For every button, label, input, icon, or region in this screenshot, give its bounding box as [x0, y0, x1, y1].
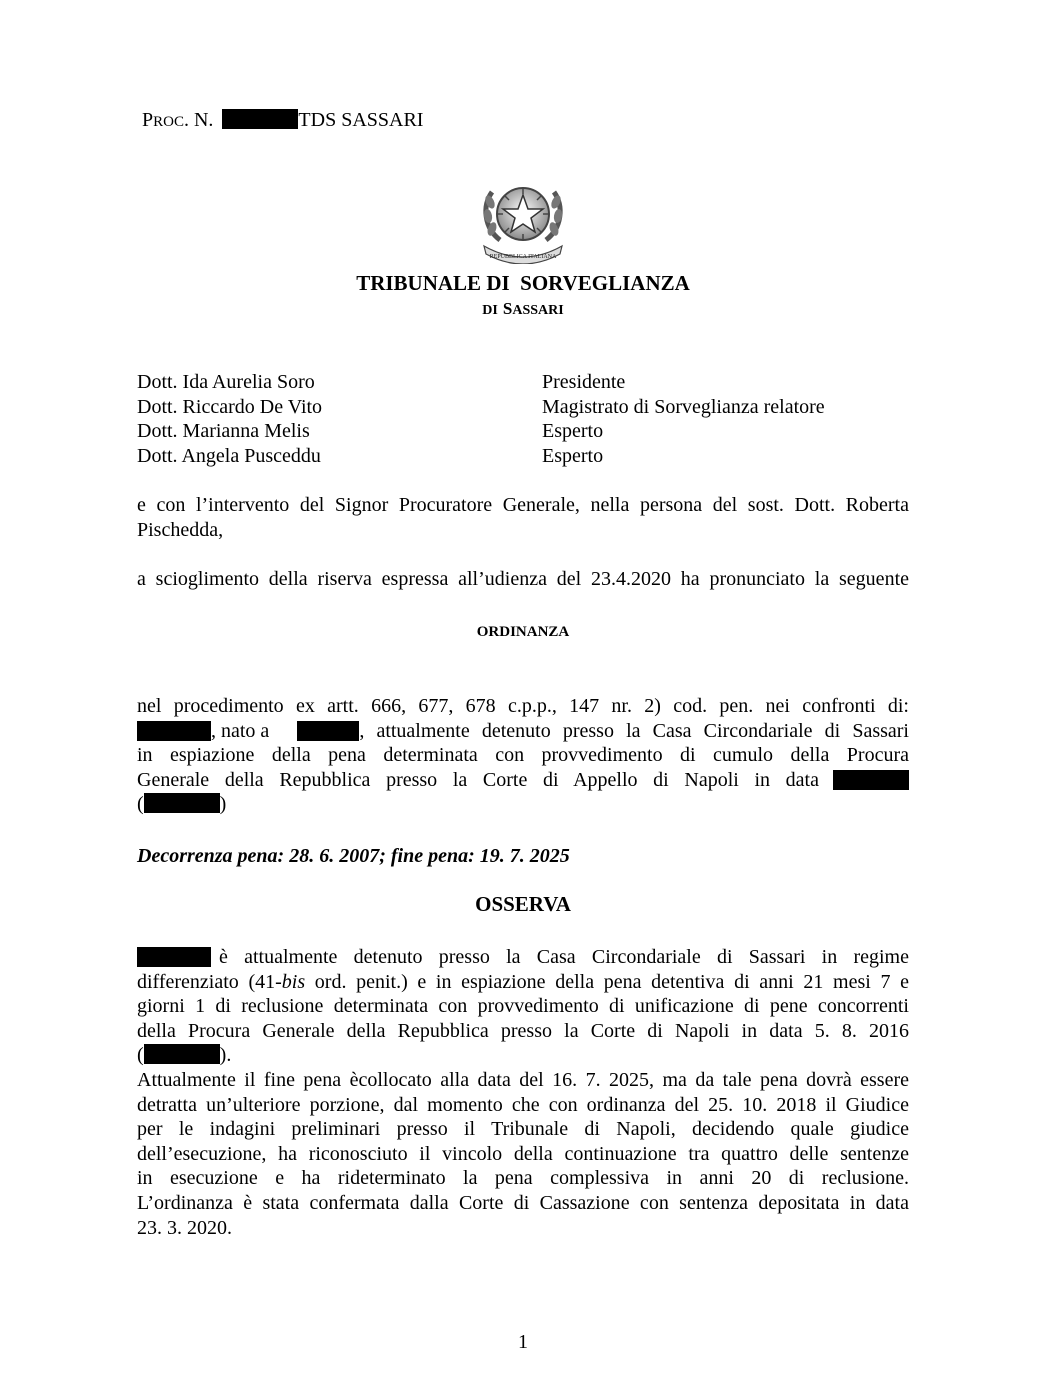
osserva-line: L’ordinanza è stata confermata dalla Corte di Cassazione con sentenza depositata in data: [137, 1191, 909, 1214]
osserva-paragraph: [137, 945, 909, 1240]
proceeding-text: Generale della Repubblica presso la Corte di Appello di Napoli in data: [137, 768, 819, 791]
proc-roc: ROC: [153, 114, 184, 130]
bench-row: [137, 370, 917, 395]
bench-name: Dott. Marianna Melis: [137, 420, 310, 443]
ordinanza-title: ORDINANZA: [476, 624, 570, 640]
redacted-date: [833, 770, 909, 790]
bench-row: [137, 444, 917, 469]
osserva-text: differenziato (41-: [137, 970, 282, 993]
court-title: TRIBUNALE DI SORVEGLIANZA: [356, 271, 690, 295]
proceeding-line: [137, 792, 909, 817]
court-sub-di: DI: [482, 303, 498, 318]
tds-label: TDS SASSARI: [298, 109, 424, 131]
osserva-text: è attualmente detenuto presso la Casa Circondariale di Sassari in regime: [219, 946, 909, 968]
proc-p: P: [142, 109, 154, 131]
bench-row: [137, 395, 917, 420]
osserva-text: ord. penit.) e in espiazione della pena detentiva di anni 21 mesi 7 e: [305, 970, 909, 993]
redacted-reference: [144, 1044, 220, 1064]
redacted-defendant-name: [137, 721, 211, 741]
decorrenza-line: Decorrenza pena: 28. 6. 2007; fine pena: 19. 7. 2025: [137, 845, 570, 867]
osserva-title: OSSERVA: [475, 892, 571, 916]
bench-name: Dott. Riccardo De Vito: [137, 395, 323, 418]
osserva-line: giorni 1 di reclusione determinata con provvedimento di unificazione di pene concorrenti: [137, 995, 909, 1018]
redacted-birthplace: [297, 721, 359, 741]
reserve-line: a scioglimento della riserva espressa all’udienza del 23.4.2020 ha pronunciato la seguente: [137, 568, 909, 590]
redacted-reference: [144, 793, 220, 813]
proceeding-line: in espiazione della pena determinata con provvedimento di cumulo della Procura: [137, 744, 909, 767]
osserva-bis: bis: [281, 970, 306, 993]
proceeding-text: , nato a: [211, 719, 270, 742]
osserva-line: [137, 970, 909, 995]
bench-role: Magistrato di Sorveglianza relatore: [542, 395, 825, 418]
italian-republic-emblem-icon: [478, 180, 568, 264]
proc-n: . N.: [183, 109, 214, 131]
emblem-ribbon-text: REPUBBLICA ITALIANA: [489, 254, 557, 260]
bench-list: [137, 370, 917, 468]
paren-open: (: [137, 1044, 144, 1067]
intervention-line: e con l’intervento del Signor Procuratore Generale, nella persona del sost. Dott. Roberta: [137, 494, 909, 516]
osserva-line: in esecuzione e ha rideterminato la pena complessiva in anni 20 di reclusione.: [137, 1167, 909, 1190]
redacted-defendant-name: [137, 947, 211, 967]
proceeding-line: [137, 719, 909, 744]
osserva-line: Attualmente il fine pena ècollocato alla data del 16. 7. 2025, ma da tale pena dovrà essere: [137, 1068, 909, 1091]
intervention-line: Pischedda,: [137, 518, 224, 541]
osserva-line: dell’esecuzione, ha riconosciuto il vincolo della continuazione tra quattro delle sentenze: [137, 1142, 909, 1165]
osserva-line: 23. 3. 2020.: [137, 1216, 232, 1239]
proceeding-paragraph: [137, 694, 909, 817]
proc-number-line: [142, 108, 423, 135]
osserva-line: [137, 945, 909, 970]
court-sub-assari: ASSARI: [512, 303, 564, 318]
court-sub-s: S: [502, 299, 513, 318]
bench-role: Esperto: [542, 420, 604, 443]
paren-open: (: [137, 793, 144, 816]
paren-close: ): [219, 793, 227, 816]
proceeding-line: [137, 768, 909, 793]
page-number: 1: [518, 1331, 528, 1353]
osserva-line: [137, 1043, 909, 1068]
intervention-paragraph: [137, 493, 909, 542]
bench-row: [137, 419, 917, 444]
paren-close: ).: [219, 1044, 232, 1067]
court-subtitle: [300, 296, 746, 324]
bench-name: Dott. Ida Aurelia Soro: [137, 371, 315, 393]
proceeding-text: , attualmente detenuto presso la Casa Circondariale di Sassari: [359, 719, 909, 742]
redacted-proc-number: [222, 109, 298, 129]
osserva-line: per le indagini preliminari presso il Tribunale di Napoli, decidendo quale giudice: [137, 1118, 909, 1141]
bench-role: Presidente: [542, 371, 626, 393]
osserva-line: della Procura Generale della Repubblica presso la Corte di Napoli in data 5. 8. 2016: [137, 1019, 909, 1042]
bench-role: Esperto: [542, 444, 604, 467]
osserva-line: detratta un’ulteriore porzione, dal momento che con ordinanza del 25. 10. 2018 il Giudice: [137, 1093, 909, 1116]
bench-name: Dott. Angela Pusceddu: [137, 444, 321, 467]
proceeding-line: nel procedimento ex artt. 666, 677, 678 c.p.p., 147 nr. 2) cod. pen. nei confronti di:: [137, 695, 909, 717]
